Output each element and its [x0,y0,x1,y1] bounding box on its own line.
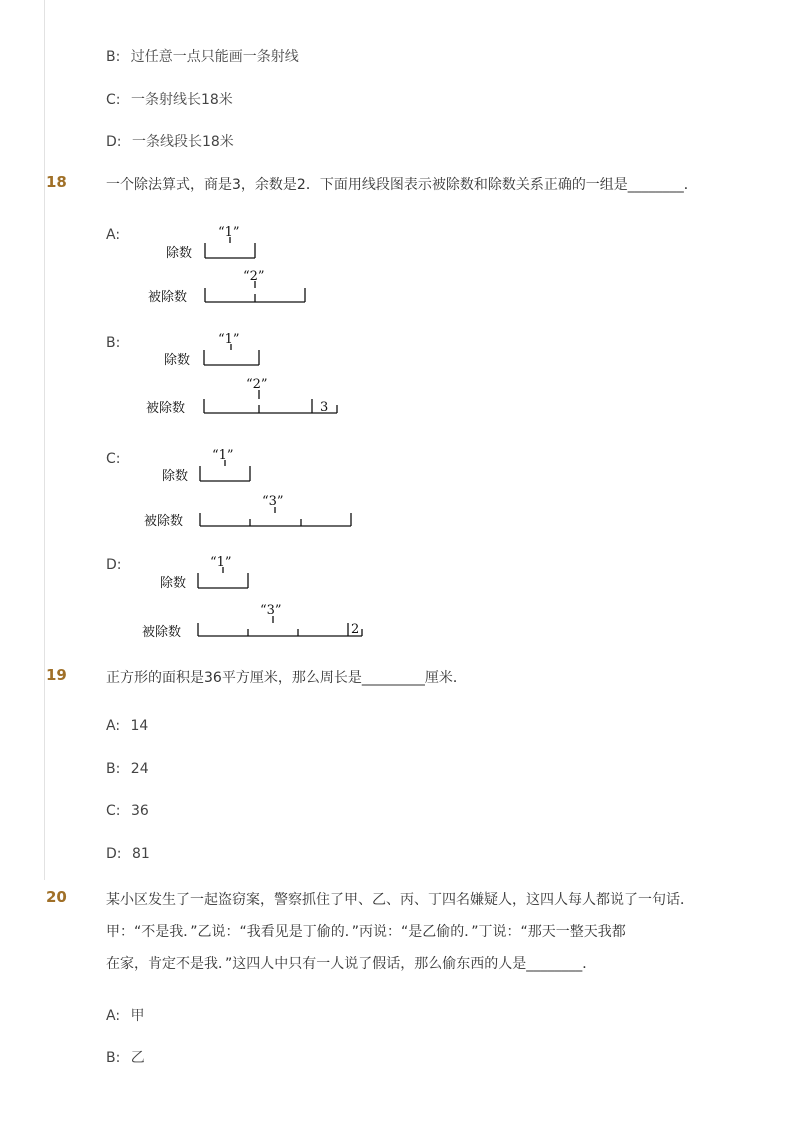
option-text: 36 [130,803,149,819]
option-text: 一条射线长18米 [130,92,233,108]
q20-text-line-1: 某小区发生了一起盗窃案，警察抓住了甲、乙、丙、丁四名嫌疑人，这四人每人都说了一句话． [106,892,694,908]
q19-number: 19 [46,666,67,684]
top-mark: “1” [210,555,232,570]
q18-option-d-diagram[interactable] [140,550,380,642]
top-mark: “1” [212,448,234,463]
option-text: 过任意一点只能画一条射线 [130,49,299,65]
q20-number: 20 [46,888,67,906]
divisor-label: 除数 [164,353,191,368]
divisor-label: 除数 [166,246,193,261]
q18-number: 18 [46,173,67,191]
dividend-label: 被除数 [148,290,188,305]
top-mark: “1” [218,225,240,240]
option-text: 81 [131,846,150,862]
divisor-label: 除数 [162,469,189,484]
q19-option-c[interactable] [106,803,149,819]
bottom-mark: “2” [243,269,265,284]
option-text: 甲 [130,1008,145,1024]
dividend-label: 被除数 [146,401,186,416]
q18-option-b-diagram[interactable] [140,327,380,419]
q19-option-d[interactable] [106,846,150,862]
top-mark: “1” [218,332,240,347]
option-label: A: [106,718,121,734]
option-text: 24 [130,761,149,777]
dividend-label: 被除数 [142,625,182,640]
q19-text: 正方形的面积是36平方厘米，那么周长是_________厘米． [106,670,467,686]
option-label: A: [106,1008,121,1024]
q18-option-d-label[interactable]: D: [106,557,122,573]
remainder: 3 [320,400,329,415]
q18-option-a-diagram[interactable] [140,220,380,310]
option-text: 乙 [130,1050,145,1066]
option-label: D: [106,846,122,862]
left-margin-rule [44,0,45,880]
bottom-mark: “3” [262,494,284,509]
option-label: C: [106,92,121,108]
option-label: B: [106,1050,121,1066]
option-label: B: [106,49,121,65]
q19-option-a[interactable] [106,718,148,734]
remainder: 2 [351,622,360,637]
q17-option-c[interactable] [106,89,233,109]
q19-option-b[interactable] [106,761,149,777]
option-label: B: [106,761,121,777]
q20-option-a[interactable] [106,1005,145,1025]
option-label: D: [106,134,122,150]
option-label: C: [106,803,121,819]
q18-option-c-label[interactable]: C: [106,451,121,467]
option-text: 14 [130,718,149,734]
q18-option-c-diagram[interactable] [140,443,380,535]
bottom-mark: “2” [246,377,268,392]
q17-option-d[interactable] [106,131,234,151]
q17-option-b[interactable] [106,46,299,66]
q18-option-a-label[interactable]: A: [106,227,121,243]
dividend-label: 被除数 [144,514,184,529]
q20-option-b[interactable] [106,1047,145,1067]
bottom-mark: “3” [260,603,282,618]
q20-text-line-2: 甲：“不是我．”乙说：“我看见是丁偷的．”丙说：“是乙偷的．”丁说：“那天一整天我都 [106,924,626,940]
q18-option-b-label[interactable]: B: [106,335,121,351]
divisor-label: 除数 [160,576,187,591]
q20-text-line-3: 在家，肯定不是我．”这四人中只有一人说了假话，那么偷东西的人是________． [106,956,597,972]
q18-text: 一个除法算式，商是3，余数是2．下面用线段图表示被除数和除数关系正确的一组是________． [106,177,698,193]
option-text: 一条线段长18米 [131,134,234,150]
